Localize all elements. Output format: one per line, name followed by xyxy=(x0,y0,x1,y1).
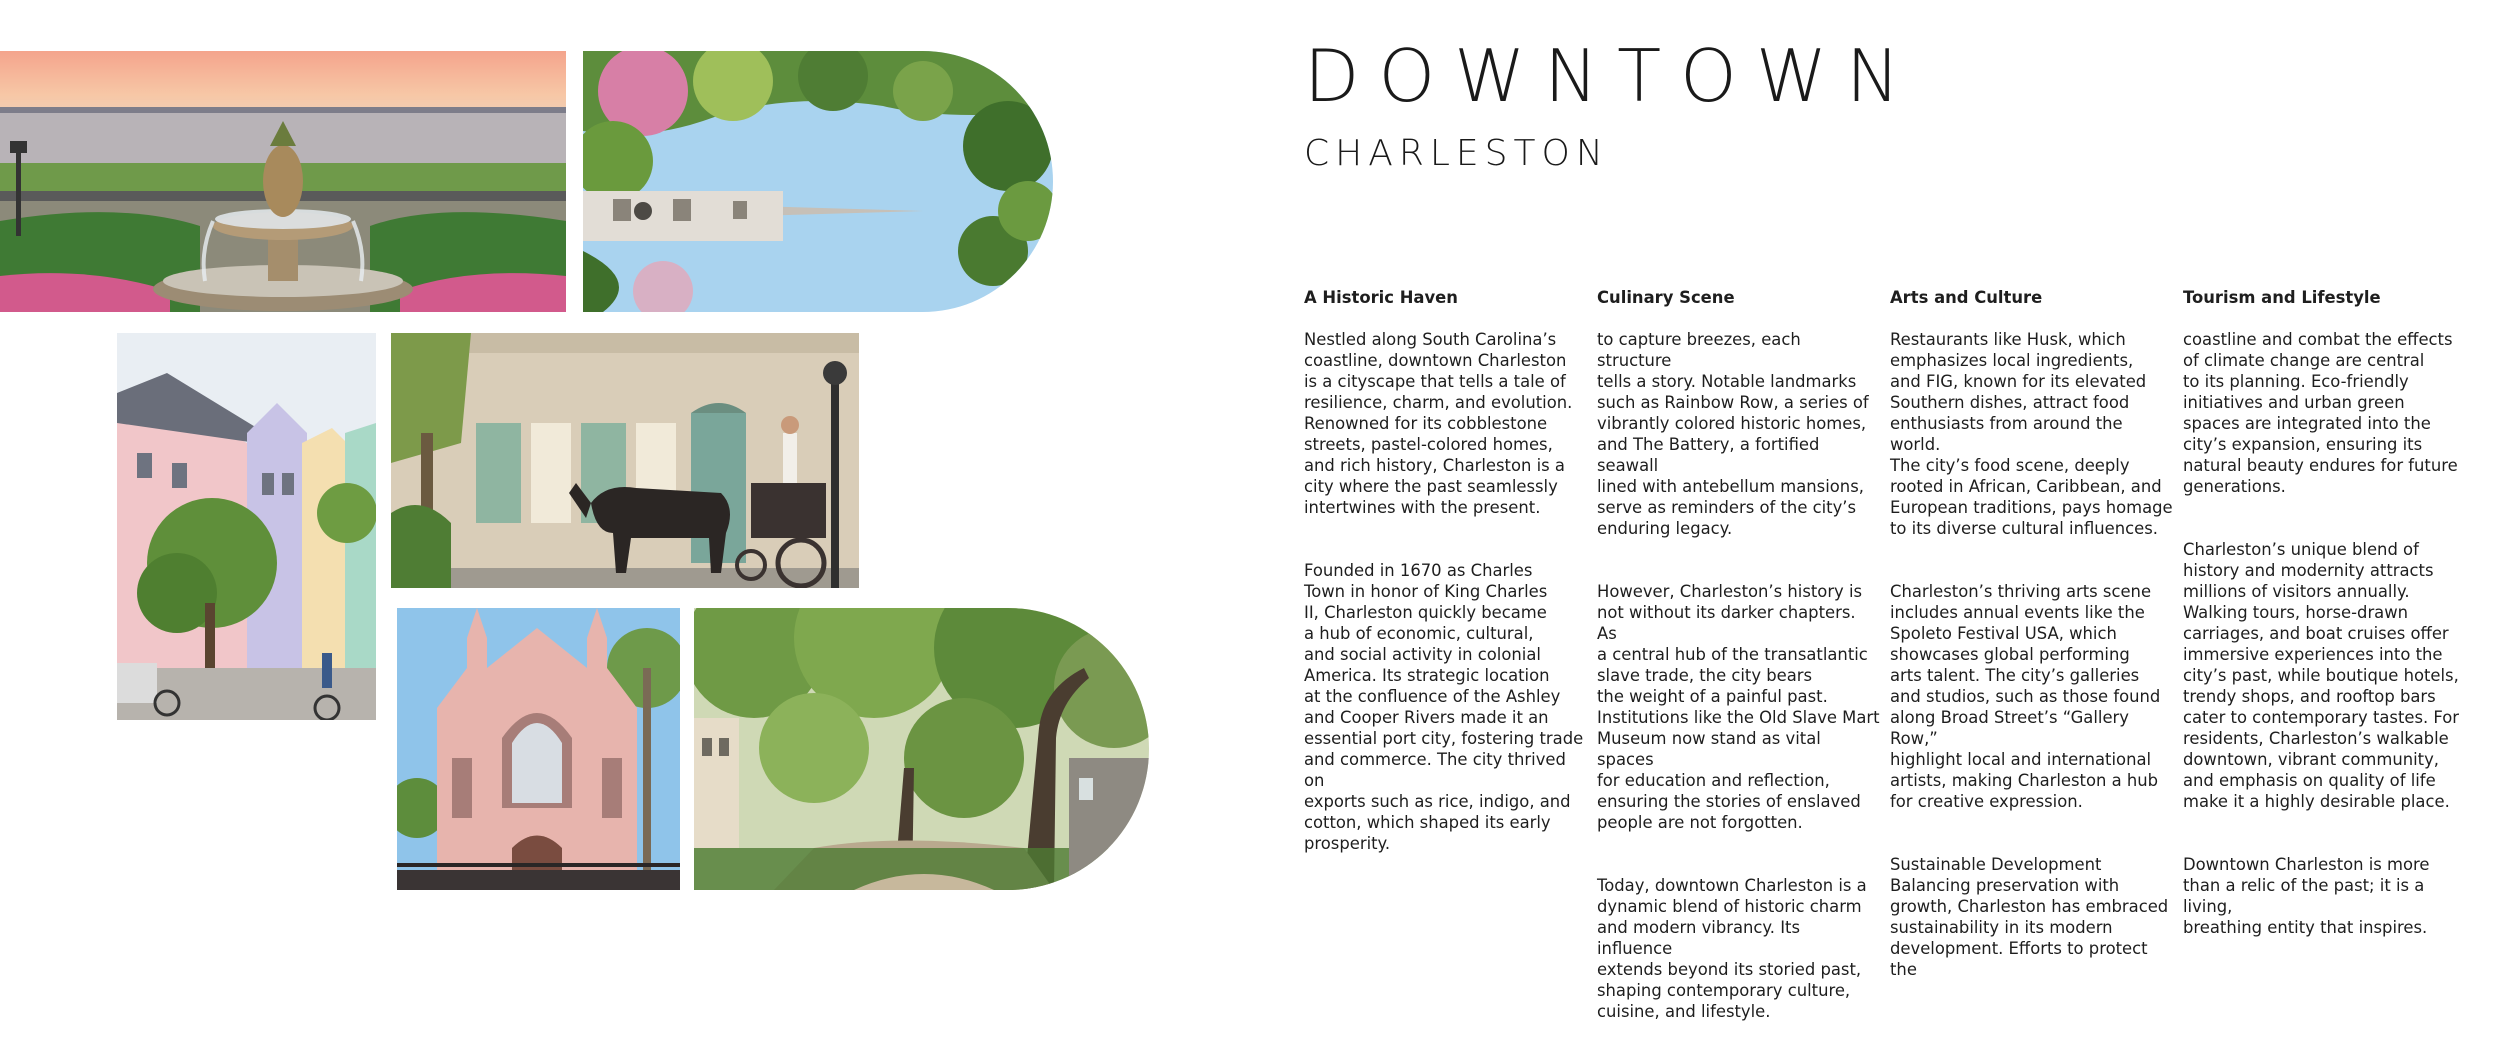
section-heading: A Historic Haven xyxy=(1304,288,1458,307)
paragraph: Charleston’s thriving arts scene includes annual events like the Spoleto Festival USA, which showcases global performing arts talent. The city’s galleries and studios, such as those found along Broad Street’s “Gallery Row,” highlight local and international artists, making Charleston a hub for creative expression. xyxy=(1890,582,2161,811)
pineapple-fountain-photo xyxy=(0,51,566,312)
page-title: DOWNTOWN xyxy=(1304,34,1919,118)
column-historic-haven xyxy=(1304,266,1587,896)
st-michaels-steeple-photo xyxy=(583,51,1053,312)
paragraph: Charleston’s unique blend of history and modernity attracts millions of visitors annually. Walking tours, horse-drawn carriages, and boat cruises offer immersive experiences into the city’s past, while boutique hotels, trendy shops, and rooftop bars cater to contemporary tastes. For residents, Charleston’s walkable downtown, vibrant community, and emphasis on quality of life make it a highly desirable place. xyxy=(2183,540,2460,811)
paragraph: coastline and combat the effects of climate change are central to its planning. Eco-friendly initiatives and urban green spaces are integrated into the city’s expansion, ensuring its natural beauty endures for future generations. xyxy=(2183,330,2458,496)
page-subtitle: CHARLESTON xyxy=(1304,133,1609,174)
column-culinary-scene xyxy=(1597,266,1880,1064)
paragraph: Downtown Charleston is more than a relic of the past; it is a living, breathing entity that inspires. xyxy=(2183,855,2430,937)
paragraph: Restaurants like Husk, which emphasizes local ingredients, and FIG, known for its elevated Southern dishes, attract food enthusiasts from around the world. The city’s food scene, deeply rooted in African, Caribbean, and European traditions, pays homage to its diverse cultural influences. xyxy=(1890,330,2173,538)
huguenot-church-photo xyxy=(397,608,680,890)
paragraph: However, Charleston’s history is not without its darker chapters. As a central hub of the transatlantic slave trade, the city bears the weight of a painful past. Institutions like the Old Slave Mart Museum now stand as vital spaces for education and reflection, ensuring the stories of enslaved people are not forgotten. xyxy=(1597,582,1880,832)
horse-carriage-photo xyxy=(391,333,859,588)
rainbow-row-photo xyxy=(117,333,376,720)
paragraph: Nestled along South Carolina’s coastline, downtown Charleston is a cityscape that tells a tale of resilience, charm, and evolution. Renowned for its cobblestone streets, pastel-colored homes, and rich history, Charleston is a city where the past seamlessly intertwines with the present. xyxy=(1304,330,1573,517)
column-arts-and-culture xyxy=(1890,266,2173,1022)
section-heading: Arts and Culture xyxy=(1890,288,2043,307)
paragraph: Today, downtown Charleston is a dynamic blend of historic charm and modern vibrancy. Its influence extends beyond its storied past, shaping contemporary culture, cuisine, and lifestyle. xyxy=(1597,876,1867,1021)
live-oaks-park-photo xyxy=(694,608,1149,890)
paragraph: Sustainable Development Balancing preservation with growth, Charleston has embraced sustainability in its modern development. Efforts to protect the xyxy=(1890,855,2169,979)
section-heading: Tourism and Lifestyle xyxy=(2183,288,2381,307)
paragraph: Founded in 1670 as Charles Town in honor of King Charles II, Charleston quickly became a hub of economic, cultural, and social activity in colonial America. Its strategic location at the confluence of the Ashley and Cooper Rivers made it an essential port city, fostering trade and commerce. The city thrived on exports such as rice, indigo, and cotton, which shaped its early prosperity. xyxy=(1304,561,1584,853)
column-tourism-and-lifestyle xyxy=(2183,266,2466,980)
section-heading: Culinary Scene xyxy=(1597,288,1735,307)
paragraph: to capture breezes, each structure tells a story. Notable landmarks such as Rainbow Row, a series of vibrantly colored historic homes, and The Battery, a fortified seawall lined with antebellum mansions, serve as reminders of the city’s enduring legacy. xyxy=(1597,330,1869,538)
